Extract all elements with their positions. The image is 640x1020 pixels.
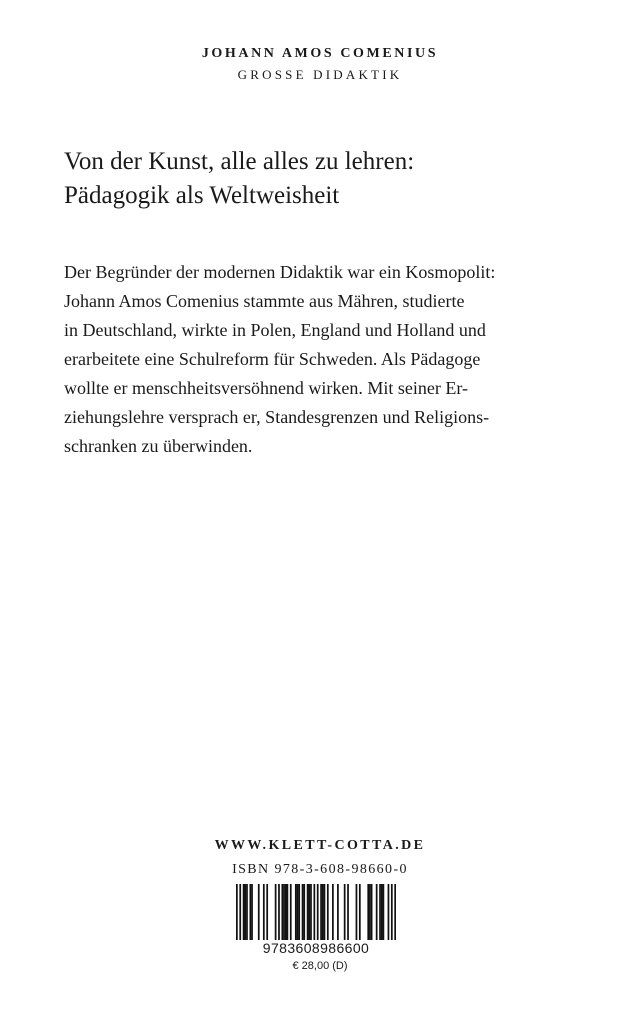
- barcode-bar: [308, 884, 310, 944]
- blurb-line: schranken zu überwinden.: [64, 436, 253, 456]
- barcode-bar: [359, 884, 361, 944]
- barcode-bar: [303, 884, 305, 944]
- barcode-bar: [379, 884, 381, 944]
- blurb-line: Johann Amos Comenius stammte aus Mähren, studierte: [64, 291, 465, 311]
- barcode-bar: [287, 884, 289, 944]
- price-label: € 28,00 (D): [292, 960, 348, 972]
- author-name: JOHANN AMOS COMENIUS: [201, 46, 439, 61]
- blurb-line: Der Begründer der modernen Didaktik war ein Kosmopolit:: [64, 262, 496, 282]
- barcode-bar: [236, 884, 238, 944]
- blurb-line: wollte er menschheitsversöhnend wirken. Mit seiner Er-: [64, 378, 469, 398]
- barcode-bar: [356, 884, 358, 944]
- blurb-line: in Deutschland, wirkte in Polen, England und Holland und: [64, 320, 486, 340]
- barcode: [236, 884, 396, 960]
- barcode-bar: [243, 884, 245, 944]
- barcode-bar: [388, 884, 390, 944]
- barcode-bar: [239, 884, 241, 944]
- barcode-bar: [376, 884, 378, 944]
- isbn-number: ISBN 978-3-608-98660-0: [232, 862, 408, 877]
- barcode-bar: [283, 884, 285, 944]
- barcode-bars: [236, 884, 396, 944]
- barcode-bar: [322, 884, 324, 944]
- headline-line-2: Pädagogik als Weltweisheit: [64, 182, 340, 209]
- barcode-bar: [278, 884, 280, 944]
- barcode-bar: [285, 884, 287, 944]
- barcode-bar: [332, 884, 334, 944]
- publisher-website: WWW.KLETT-COTTA.DE: [214, 838, 426, 853]
- book-title: GROSSE DIDAKTIK: [237, 67, 403, 82]
- barcode-bar: [391, 884, 393, 944]
- barcode-bar: [281, 884, 283, 944]
- barcode-bar: [317, 884, 319, 944]
- barcode-bar: [383, 884, 385, 944]
- barcode-bar: [337, 884, 339, 944]
- barcode-bar: [307, 884, 309, 944]
- barcode-bar: [266, 884, 268, 944]
- barcode-bar: [381, 884, 383, 944]
- blurb-line: erarbeitete eine Schulreform für Schweden. Als Pädagoge: [64, 349, 481, 369]
- barcode-bar: [367, 884, 369, 944]
- barcode-bar: [394, 884, 396, 944]
- blurb-text: [64, 258, 584, 461]
- barcode-bar: [369, 884, 371, 944]
- barcode-bar: [347, 884, 349, 944]
- publisher-footer: [0, 836, 640, 880]
- barcode-bar: [249, 884, 251, 944]
- barcode-bar: [295, 884, 297, 944]
- back-cover-header: [0, 44, 640, 84]
- barcode-bar: [313, 884, 315, 944]
- barcode-bar: [244, 884, 246, 944]
- barcode-bar: [302, 884, 304, 944]
- barcode-bar: [327, 884, 329, 944]
- barcode-bar: [320, 884, 322, 944]
- barcode-bar: [324, 884, 326, 944]
- barcode-bar: [371, 884, 373, 944]
- barcode-digits: 9783608986600: [236, 940, 396, 956]
- barcode-bar: [310, 884, 312, 944]
- barcode-bar: [298, 884, 300, 944]
- blurb-line: ziehungslehre versprach er, Standesgrenzen und Religions-: [64, 407, 490, 427]
- headline-line-1: Von der Kunst, alle alles zu lehren:: [64, 148, 415, 175]
- barcode-bar: [297, 884, 299, 944]
- barcode-bar: [251, 884, 253, 944]
- barcode-bar: [246, 884, 248, 944]
- barcode-bar: [275, 884, 277, 944]
- barcode-bar: [290, 884, 292, 944]
- barcode-bar: [344, 884, 346, 944]
- barcode-bar: [258, 884, 260, 944]
- headline: [64, 145, 584, 213]
- barcode-bar: [263, 884, 265, 944]
